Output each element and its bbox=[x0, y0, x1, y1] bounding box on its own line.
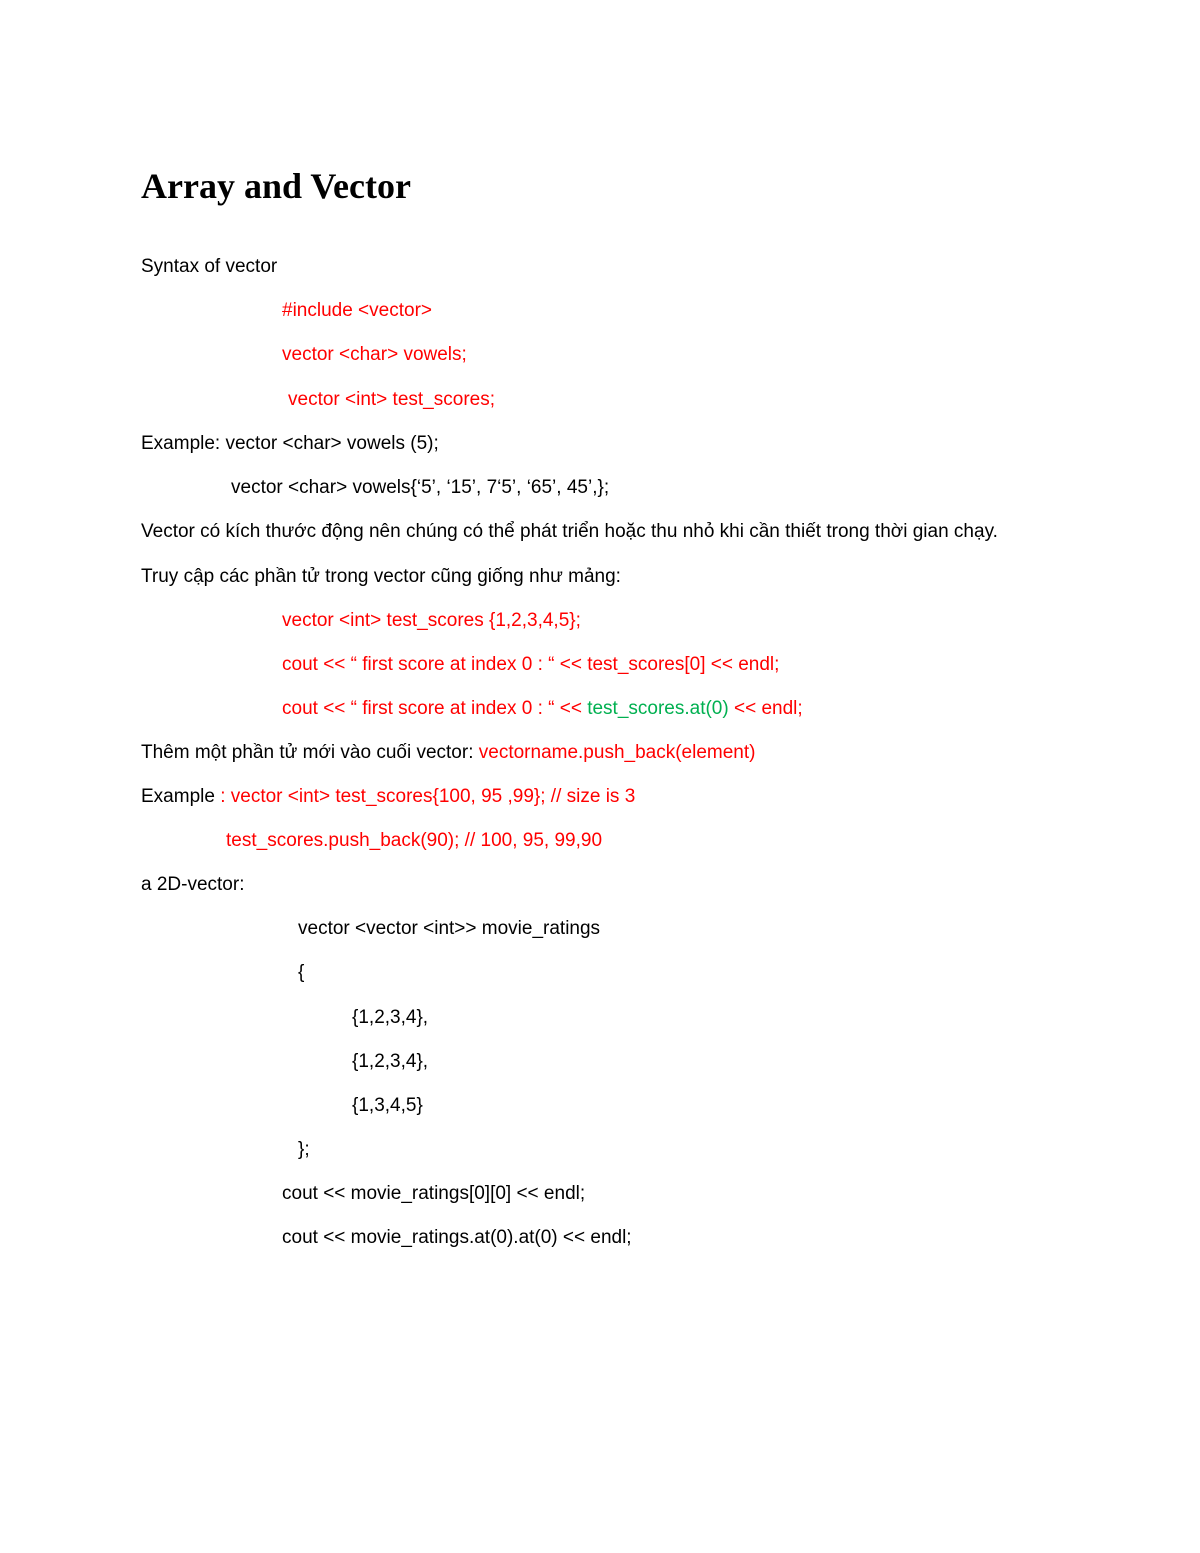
vector-2d-heading: a 2D-vector: bbox=[141, 874, 245, 895]
vector-2d-cout-1: cout << movie_ratings[0][0] << endl; bbox=[282, 1183, 586, 1204]
example-2-line bbox=[141, 784, 635, 810]
vector-2d-row-3: {1,3,4,5} bbox=[352, 1095, 423, 1116]
example-2-label: Example bbox=[141, 786, 221, 807]
syntax-line-include: #include <vector> bbox=[282, 300, 432, 321]
access-line-3 bbox=[282, 696, 803, 722]
push-back-label: Thêm một phần tử mới vào cuối vector: bbox=[141, 742, 479, 763]
syntax-heading: Syntax of vector bbox=[141, 256, 278, 277]
example-1-line-2: vector <char> vowels{‘5’, ‘15’, 7‘5’, ‘65’, 45’,}; bbox=[231, 477, 610, 498]
example-2-code: : vector <int> test_scores{100, 95 ,99}; // size is 3 bbox=[220, 786, 636, 807]
access-line-3-suffix: << endl; bbox=[728, 698, 803, 719]
example-1-line: Example: vector <char> vowels (5); bbox=[141, 433, 439, 454]
vector-2d-declaration: vector <vector <int>> movie_ratings bbox=[298, 918, 601, 939]
push-back-line bbox=[141, 740, 755, 766]
access-line-3-prefix: cout << “ first score at index 0 : “ << bbox=[282, 698, 588, 719]
syntax-line-test-scores: vector <int> test_scores; bbox=[288, 389, 495, 410]
access-line-2: cout << “ first score at index 0 : “ << test_scores[0] << endl; bbox=[282, 654, 780, 675]
vector-2d-row-2: {1,2,3,4}, bbox=[352, 1051, 429, 1072]
vector-2d-close-brace: }; bbox=[298, 1139, 310, 1160]
vector-2d-cout-2: cout << movie_ratings.at(0).at(0) << endl; bbox=[282, 1227, 632, 1248]
page-title: Array and Vector bbox=[141, 166, 411, 206]
push-back-code: vectorname.push_back(element) bbox=[478, 742, 756, 763]
vector-2d-open-brace: { bbox=[298, 962, 305, 983]
access-heading: Truy cập các phần tử trong vector cũng giống như mảng: bbox=[141, 566, 621, 587]
vector-2d-row-1: {1,2,3,4}, bbox=[352, 1007, 429, 1028]
access-line-3-at-call: test_scores.at(0) bbox=[587, 698, 729, 719]
example-2-line-2: test_scores.push_back(90); // 100, 95, 99,90 bbox=[226, 830, 603, 851]
syntax-line-vowels: vector <char> vowels; bbox=[282, 344, 467, 365]
paragraph-dynamic-size: Vector có kích thước động nên chúng có thể phát triển hoặc thu nhỏ khi cần thiết trong thời gian chạy. bbox=[141, 521, 998, 542]
access-line-1: vector <int> test_scores {1,2,3,4,5}; bbox=[282, 610, 581, 631]
